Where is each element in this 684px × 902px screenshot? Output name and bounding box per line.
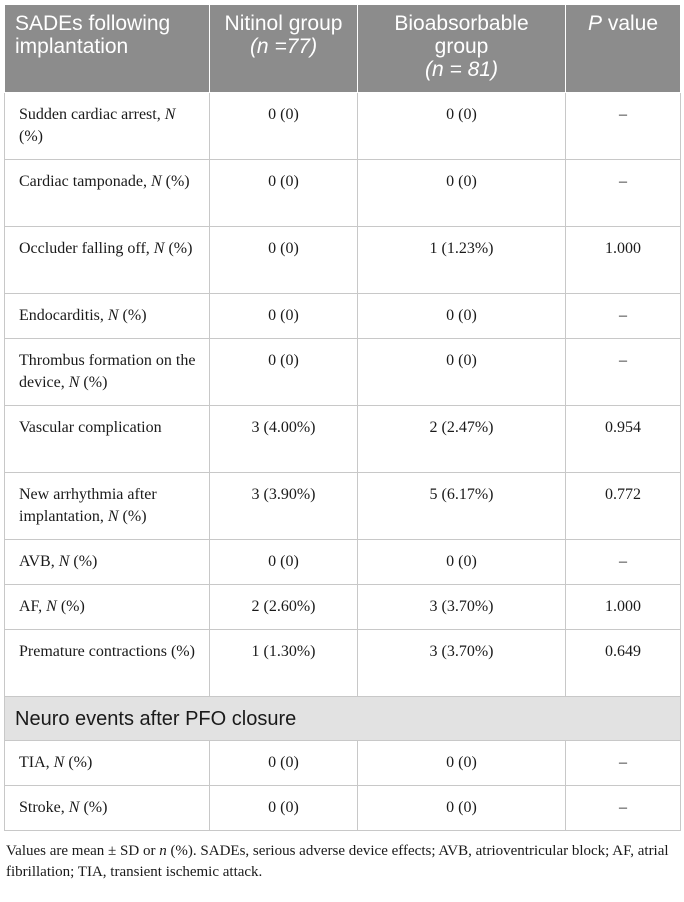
row-label xyxy=(5,741,210,786)
bioabsorbable-value: 0 (0) xyxy=(358,741,566,786)
bioabsorbable-value: 0 (0) xyxy=(358,540,566,585)
bioabsorbable-value: 0 (0) xyxy=(358,294,566,339)
row-label-text: Premature contractions (%) xyxy=(19,643,195,660)
row-label-italic: N xyxy=(164,106,176,123)
p-value: 0.954 xyxy=(566,406,681,473)
bioabsorbable-value: 0 (0) xyxy=(358,786,566,831)
table-row xyxy=(5,339,681,406)
p-value: – xyxy=(566,540,681,585)
p-value: 0.772 xyxy=(566,473,681,540)
table-container xyxy=(4,4,680,883)
row-label-suffix: (%) xyxy=(79,799,108,816)
nitinol-value: 2 (2.60%) xyxy=(210,585,358,630)
row-label xyxy=(5,473,210,540)
footnote-n: n xyxy=(159,843,167,859)
nitinol-value: 3 (4.00%) xyxy=(210,406,358,473)
row-label-text: Occluder falling off, xyxy=(19,240,154,257)
row-label-text: Stroke, xyxy=(19,799,69,816)
nitinol-value: 0 (0) xyxy=(210,540,358,585)
row-label-italic: N xyxy=(107,508,119,525)
header-nitinol-n: (n =77) xyxy=(249,35,318,58)
p-value: – xyxy=(566,339,681,406)
nitinol-value: 0 (0) xyxy=(210,741,358,786)
row-label-italic: N xyxy=(53,754,65,771)
p-value: – xyxy=(566,294,681,339)
header-bioabsorbable xyxy=(358,5,566,93)
row-label-text: New arrhythmia after implantation, xyxy=(19,486,157,525)
row-label-italic: N xyxy=(107,307,119,324)
row-label-text: TIA, xyxy=(19,754,54,771)
row-label-italic: N xyxy=(68,799,80,816)
row-label-text: Thrombus formation on the device, xyxy=(19,352,196,391)
table-header-row xyxy=(5,5,681,93)
row-label-italic: N xyxy=(58,553,70,570)
row-label-italic: N xyxy=(150,173,162,190)
row-label xyxy=(5,630,210,697)
header-sades-label: SADEs following implantation xyxy=(15,12,171,58)
header-p-rest: value xyxy=(601,12,659,35)
p-value: 1.000 xyxy=(566,227,681,294)
bioabsorbable-value: 0 (0) xyxy=(358,160,566,227)
header-sades xyxy=(5,5,210,93)
table-row xyxy=(5,585,681,630)
bioabsorbable-value: 5 (6.17%) xyxy=(358,473,566,540)
row-label-suffix: (%) xyxy=(64,754,93,771)
nitinol-value: 0 (0) xyxy=(210,294,358,339)
row-label xyxy=(5,406,210,473)
row-label-italic: N xyxy=(153,240,165,257)
header-p-italic: P xyxy=(587,12,602,35)
header-nitinol-label: Nitinol group xyxy=(224,12,343,35)
table-body-neuro xyxy=(5,741,681,831)
table-row xyxy=(5,93,681,160)
table-row xyxy=(5,406,681,473)
row-label-suffix: (%) xyxy=(79,374,108,391)
row-label xyxy=(5,540,210,585)
table-row xyxy=(5,786,681,831)
p-value: 1.000 xyxy=(566,585,681,630)
sades-table xyxy=(4,4,681,831)
row-label-text: Cardiac tamponade, xyxy=(19,173,151,190)
row-label-italic: N xyxy=(68,374,80,391)
row-label xyxy=(5,160,210,227)
table-row xyxy=(5,741,681,786)
table-row xyxy=(5,294,681,339)
row-label-suffix: (%) xyxy=(161,173,190,190)
bioabsorbable-value: 3 (3.70%) xyxy=(358,585,566,630)
footnote-post: (%). SADEs, serious adverse device effects; AVB, atrioventricular block; AF, atrial fibrillation; TIA, transient ischemic attack. xyxy=(6,843,669,880)
row-label-suffix: (%) xyxy=(69,553,98,570)
section-title: Neuro events after PFO closure xyxy=(5,697,681,741)
row-label-suffix: (%) xyxy=(19,128,43,145)
section-row xyxy=(5,697,681,741)
row-label-suffix: (%) xyxy=(164,240,193,257)
nitinol-value: 0 (0) xyxy=(210,93,358,160)
table-row xyxy=(5,227,681,294)
footnote-pre: Values are mean ± SD or xyxy=(6,843,160,859)
header-bio-n: (n = 81) xyxy=(425,58,498,81)
row-label xyxy=(5,786,210,831)
bioabsorbable-value: 1 (1.23%) xyxy=(358,227,566,294)
table-row xyxy=(5,540,681,585)
header-nitinol xyxy=(210,5,358,93)
row-label-text: AVB, xyxy=(19,553,59,570)
nitinol-value: 0 (0) xyxy=(210,339,358,406)
bioabsorbable-value: 0 (0) xyxy=(358,93,566,160)
row-label-suffix: (%) xyxy=(118,508,147,525)
p-value: – xyxy=(566,93,681,160)
nitinol-value: 1 (1.30%) xyxy=(210,630,358,697)
nitinol-value: 0 (0) xyxy=(210,160,358,227)
bioabsorbable-value: 3 (3.70%) xyxy=(358,630,566,697)
table-row xyxy=(5,630,681,697)
row-label xyxy=(5,294,210,339)
row-label xyxy=(5,339,210,406)
nitinol-value: 0 (0) xyxy=(210,227,358,294)
table-body xyxy=(5,93,681,697)
bioabsorbable-value: 2 (2.47%) xyxy=(358,406,566,473)
table-footnote xyxy=(4,841,678,883)
nitinol-value: 0 (0) xyxy=(210,786,358,831)
row-label-text: Endocarditis, xyxy=(19,307,108,324)
row-label-text: Sudden cardiac arrest, xyxy=(19,106,165,123)
row-label-italic: N xyxy=(46,598,57,615)
header-bio-label: Bioabsorbable group xyxy=(394,12,529,58)
row-label-text: AF, xyxy=(19,598,47,615)
row-label-suffix: (%) xyxy=(56,598,85,615)
row-label xyxy=(5,93,210,160)
p-value: – xyxy=(566,160,681,227)
p-value: 0.649 xyxy=(566,630,681,697)
table-row xyxy=(5,473,681,540)
header-p-value xyxy=(566,5,681,93)
bioabsorbable-value: 0 (0) xyxy=(358,339,566,406)
table-row xyxy=(5,160,681,227)
row-label xyxy=(5,227,210,294)
nitinol-value: 3 (3.90%) xyxy=(210,473,358,540)
p-value: – xyxy=(566,741,681,786)
row-label-suffix: (%) xyxy=(118,307,147,324)
p-value: – xyxy=(566,786,681,831)
section-body xyxy=(5,697,681,741)
row-label xyxy=(5,585,210,630)
row-label-text: Vascular complication xyxy=(19,419,162,436)
